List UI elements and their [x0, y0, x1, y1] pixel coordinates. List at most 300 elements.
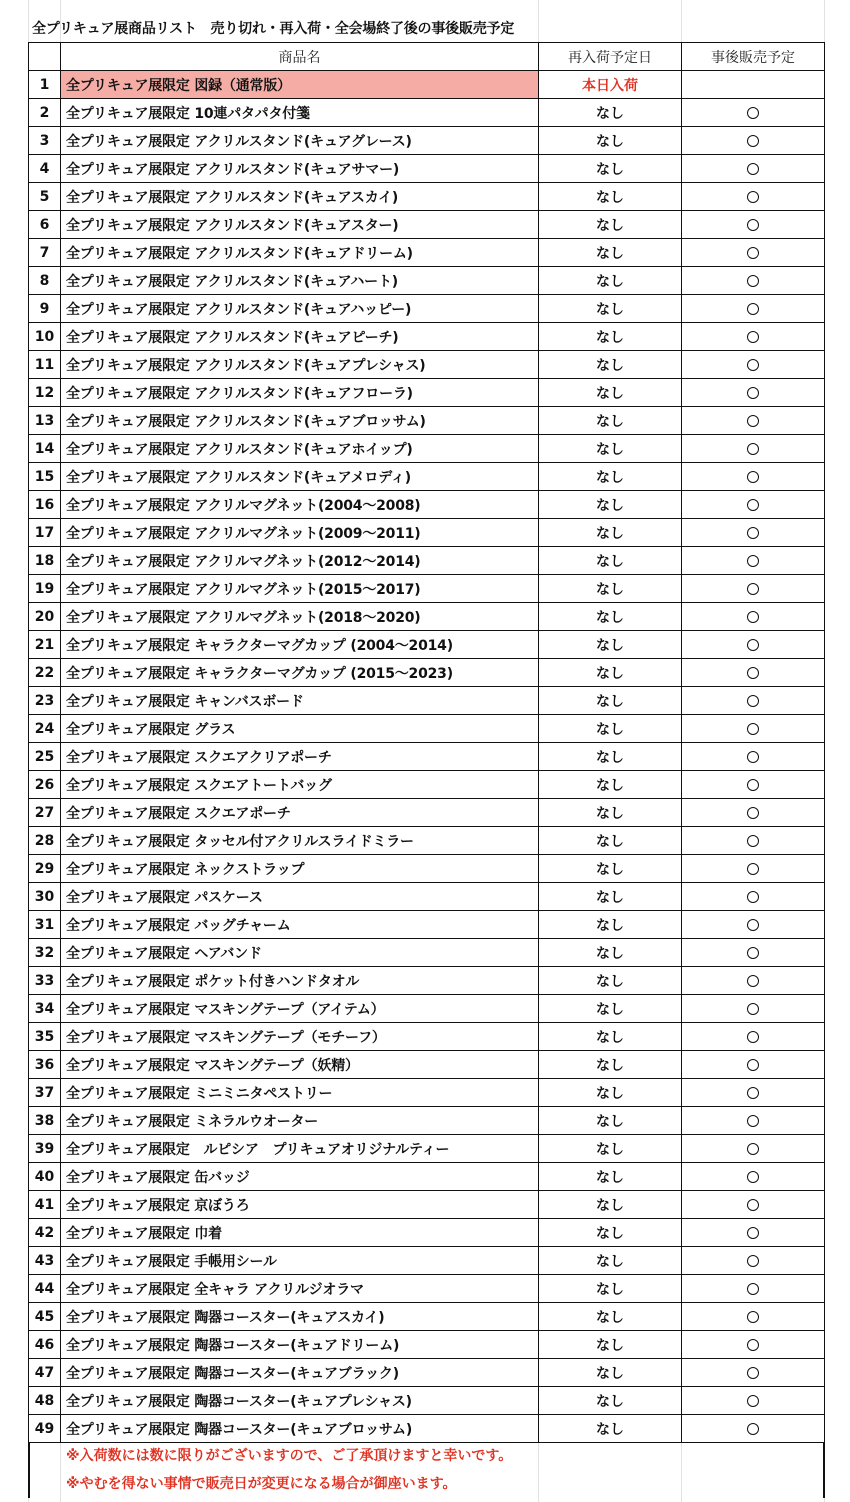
restock-date-cell[interactable]: なし [539, 911, 682, 939]
restock-date-cell[interactable]: なし [539, 575, 682, 603]
circle-mark-icon [747, 555, 759, 567]
product-name-cell[interactable]: 全プリキュア展限定 アクリルマグネット(2004〜2008) [61, 491, 539, 519]
post-sale-cell[interactable] [682, 491, 825, 519]
table-row [29, 239, 825, 267]
row-number[interactable]: 3 [29, 127, 61, 155]
post-sale-cell[interactable] [682, 715, 825, 743]
row-number[interactable]: 26 [29, 771, 61, 799]
restock-date-cell[interactable]: なし [539, 1191, 682, 1219]
circle-mark-icon [747, 331, 759, 343]
post-sale-cell[interactable] [682, 239, 825, 267]
restock-date-cell[interactable]: なし [539, 267, 682, 295]
table-row [29, 1023, 825, 1051]
footnote: ※やむを得ない事情で販売日が変更になる場合が御座います。 [66, 1476, 457, 1492]
product-name-cell[interactable]: 全プリキュア展限定 アクリルスタンド(キュアメロディ) [61, 463, 539, 491]
table-row [29, 71, 825, 99]
post-sale-cell[interactable] [682, 1163, 825, 1191]
post-sale-cell[interactable] [682, 1359, 825, 1387]
post-sale-cell[interactable] [682, 827, 825, 855]
restock-date-cell[interactable]: なし [539, 827, 682, 855]
product-name-cell[interactable]: 全プリキュア展限定 バッグチャーム [61, 911, 539, 939]
product-name-cell[interactable]: 全プリキュア展限定 ミニミニタペストリー [61, 1079, 539, 1107]
circle-mark-icon [747, 1059, 759, 1071]
product-name-cell[interactable]: 全プリキュア展限定 アクリルスタンド(キュアハッピー) [61, 295, 539, 323]
post-sale-cell[interactable] [682, 967, 825, 995]
circle-mark-icon [747, 163, 759, 175]
product-name-cell[interactable]: 全プリキュア展限定 陶器コースター(キュアブロッサム) [61, 1415, 539, 1443]
circle-mark-icon [747, 863, 759, 875]
table-row [29, 743, 825, 771]
row-number[interactable]: 22 [29, 659, 61, 687]
product-table [28, 42, 825, 1443]
circle-mark-icon [747, 1339, 759, 1351]
table-row [29, 1219, 825, 1247]
product-name-cell[interactable]: 全プリキュア展限定 ルピシア プリキュアオリジナルティー [61, 1135, 539, 1163]
row-number[interactable]: 12 [29, 379, 61, 407]
post-sale-cell[interactable] [682, 687, 825, 715]
restock-date-cell[interactable]: なし [539, 1331, 682, 1359]
restock-date-cell[interactable]: なし [539, 939, 682, 967]
product-name-cell[interactable]: 全プリキュア展限定 陶器コースター(キュアスカイ) [61, 1303, 539, 1331]
product-name-cell[interactable]: 全プリキュア展限定 キャラクターマグカップ (2015〜2023) [61, 659, 539, 687]
row-number[interactable]: 9 [29, 295, 61, 323]
row-number[interactable]: 31 [29, 911, 61, 939]
post-sale-cell[interactable] [682, 1135, 825, 1163]
restock-date-cell[interactable]: なし [539, 603, 682, 631]
row-number[interactable]: 17 [29, 519, 61, 547]
circle-mark-icon [747, 1283, 759, 1295]
row-number[interactable]: 38 [29, 1107, 61, 1135]
product-name-cell[interactable]: 全プリキュア展限定 アクリルスタンド(キュアサマー) [61, 155, 539, 183]
circle-mark-icon [747, 443, 759, 455]
table-row [29, 1079, 825, 1107]
table-row [29, 1415, 825, 1443]
circle-mark-icon [747, 1311, 759, 1323]
post-sale-cell[interactable] [682, 771, 825, 799]
restock-date-cell[interactable]: なし [539, 1163, 682, 1191]
row-number[interactable]: 35 [29, 1023, 61, 1051]
product-name-cell[interactable]: 全プリキュア展限定 グラス [61, 715, 539, 743]
circle-mark-icon [747, 1227, 759, 1239]
circle-mark-icon [747, 639, 759, 651]
post-sale-cell[interactable] [682, 1219, 825, 1247]
post-sale-cell[interactable] [682, 295, 825, 323]
circle-mark-icon [747, 1087, 759, 1099]
product-name-cell[interactable]: 全プリキュア展限定 ネックストラップ [61, 855, 539, 883]
row-number[interactable]: 39 [29, 1135, 61, 1163]
post-sale-cell[interactable] [682, 407, 825, 435]
restock-date-cell[interactable]: なし [539, 855, 682, 883]
header-restock-date[interactable]: 再入荷予定日 [539, 43, 682, 71]
post-sale-cell[interactable] [682, 995, 825, 1023]
table-row [29, 1247, 825, 1275]
post-sale-cell[interactable] [682, 1331, 825, 1359]
product-name-cell[interactable]: 全プリキュア展限定 アクリルマグネット(2015〜2017) [61, 575, 539, 603]
row-number[interactable]: 32 [29, 939, 61, 967]
restock-date-cell[interactable]: なし [539, 155, 682, 183]
product-name-cell[interactable]: 全プリキュア展限定 巾着 [61, 1219, 539, 1247]
table-row [29, 883, 825, 911]
circle-mark-icon [747, 667, 759, 679]
row-number[interactable]: 24 [29, 715, 61, 743]
row-number[interactable]: 4 [29, 155, 61, 183]
circle-mark-icon [747, 527, 759, 539]
table-row [29, 1359, 825, 1387]
row-number[interactable]: 43 [29, 1247, 61, 1275]
circle-mark-icon [747, 387, 759, 399]
post-sale-cell[interactable] [682, 855, 825, 883]
table-row [29, 1387, 825, 1415]
post-sale-cell[interactable] [682, 1275, 825, 1303]
table-row [29, 1331, 825, 1359]
circle-mark-icon [747, 1255, 759, 1267]
product-name-cell[interactable]: 全プリキュア展限定 アクリルスタンド(キュアフローラ) [61, 379, 539, 407]
table-row [29, 295, 825, 323]
circle-mark-icon [747, 1199, 759, 1211]
product-name-cell[interactable]: 全プリキュア展限定 スクエアクリアポーチ [61, 743, 539, 771]
row-number[interactable]: 11 [29, 351, 61, 379]
product-name-cell[interactable]: 全プリキュア展限定 スクエアトートバッグ [61, 771, 539, 799]
product-name-cell[interactable]: 全プリキュア展限定 マスキングテープ（モチーフ） [61, 1023, 539, 1051]
product-name-cell[interactable]: 全プリキュア展限定 アクリルスタンド(キュアドリーム) [61, 239, 539, 267]
row-number[interactable]: 29 [29, 855, 61, 883]
row-number[interactable]: 36 [29, 1051, 61, 1079]
post-sale-cell[interactable] [682, 379, 825, 407]
product-name-cell[interactable]: 全プリキュア展限定 アクリルマグネット(2012〜2014) [61, 547, 539, 575]
product-name-cell[interactable]: 全プリキュア展限定 図録（通常版） [61, 71, 539, 99]
circle-mark-icon [747, 751, 759, 763]
row-number[interactable]: 7 [29, 239, 61, 267]
table-row [29, 659, 825, 687]
table-row [29, 463, 825, 491]
post-sale-cell[interactable] [682, 911, 825, 939]
restock-date-cell[interactable]: 本日入荷 [539, 71, 682, 99]
row-number[interactable]: 28 [29, 827, 61, 855]
row-number[interactable]: 16 [29, 491, 61, 519]
post-sale-cell[interactable] [682, 435, 825, 463]
restock-date-cell[interactable]: なし [539, 1415, 682, 1443]
circle-mark-icon [747, 807, 759, 819]
table-row [29, 267, 825, 295]
restock-date-cell[interactable]: なし [539, 239, 682, 267]
circle-mark-icon [747, 135, 759, 147]
product-name-cell[interactable]: 全プリキュア展限定 アクリルスタンド(キュアスター) [61, 211, 539, 239]
circle-mark-icon [747, 107, 759, 119]
circle-mark-icon [747, 1003, 759, 1015]
post-sale-cell[interactable] [682, 631, 825, 659]
row-number[interactable]: 45 [29, 1303, 61, 1331]
table-row [29, 1303, 825, 1331]
product-name-cell[interactable]: 全プリキュア展限定 アクリルスタンド(キュアハート) [61, 267, 539, 295]
post-sale-cell[interactable] [682, 1051, 825, 1079]
row-number[interactable]: 13 [29, 407, 61, 435]
row-number[interactable]: 41 [29, 1191, 61, 1219]
restock-date-cell[interactable]: なし [539, 463, 682, 491]
product-name-cell[interactable]: 全プリキュア展限定 陶器コースター(キュアプレシャス) [61, 1387, 539, 1415]
product-name-cell[interactable]: 全プリキュア展限定 ミネラルウオーター [61, 1107, 539, 1135]
product-name-cell[interactable]: 全プリキュア展限定 キャラクターマグカップ (2004〜2014) [61, 631, 539, 659]
table-row [29, 631, 825, 659]
row-number[interactable]: 42 [29, 1219, 61, 1247]
product-name-cell[interactable]: 全プリキュア展限定 全キャラ アクリルジオラマ [61, 1275, 539, 1303]
table-row [29, 911, 825, 939]
post-sale-cell[interactable] [682, 1303, 825, 1331]
restock-date-cell[interactable]: なし [539, 491, 682, 519]
row-number[interactable]: 6 [29, 211, 61, 239]
product-name-cell[interactable]: 全プリキュア展限定 アクリルスタンド(キュアプレシャス) [61, 351, 539, 379]
post-sale-cell[interactable] [682, 547, 825, 575]
product-name-cell[interactable]: 全プリキュア展限定 マスキングテープ（妖精） [61, 1051, 539, 1079]
restock-date-cell[interactable]: なし [539, 1051, 682, 1079]
product-name-cell[interactable]: 全プリキュア展限定 京ぼうろ [61, 1191, 539, 1219]
table-header-row [29, 43, 825, 71]
circle-mark-icon [747, 583, 759, 595]
product-name-cell[interactable]: 全プリキュア展限定 マスキングテープ（アイテム） [61, 995, 539, 1023]
product-name-cell[interactable]: 全プリキュア展限定 缶バッジ [61, 1163, 539, 1191]
table-row [29, 99, 825, 127]
post-sale-cell[interactable] [682, 743, 825, 771]
circle-mark-icon [747, 891, 759, 903]
circle-mark-icon [747, 947, 759, 959]
circle-mark-icon [747, 1115, 759, 1127]
post-sale-cell[interactable] [682, 1191, 825, 1219]
restock-date-cell[interactable]: なし [539, 379, 682, 407]
circle-mark-icon [747, 219, 759, 231]
table-row [29, 799, 825, 827]
table-row [29, 939, 825, 967]
sheet-title: 全プリキュア展商品リスト 売り切れ・再入荷・全会場終了後の事後販売予定 [32, 21, 515, 37]
table-row [29, 491, 825, 519]
post-sale-cell[interactable] [682, 183, 825, 211]
table-row [29, 967, 825, 995]
post-sale-cell[interactable] [682, 1079, 825, 1107]
product-name-cell[interactable]: 全プリキュア展限定 アクリルスタンド(キュアスカイ) [61, 183, 539, 211]
circle-mark-icon [747, 1171, 759, 1183]
restock-date-cell[interactable]: なし [539, 435, 682, 463]
circle-mark-icon [747, 723, 759, 735]
restock-date-cell[interactable]: なし [539, 1359, 682, 1387]
restock-date-cell[interactable]: なし [539, 715, 682, 743]
product-name-cell[interactable]: 全プリキュア展限定 手帳用シール [61, 1247, 539, 1275]
row-number[interactable]: 5 [29, 183, 61, 211]
table-row [29, 379, 825, 407]
table-row [29, 603, 825, 631]
table-row [29, 155, 825, 183]
post-sale-cell[interactable] [682, 1107, 825, 1135]
restock-date-cell[interactable]: なし [539, 771, 682, 799]
restock-date-cell[interactable]: なし [539, 967, 682, 995]
row-number[interactable]: 2 [29, 99, 61, 127]
circle-mark-icon [747, 919, 759, 931]
post-sale-cell[interactable] [682, 1247, 825, 1275]
circle-mark-icon [747, 779, 759, 791]
circle-mark-icon [747, 1143, 759, 1155]
table-row [29, 827, 825, 855]
restock-date-cell[interactable]: なし [539, 407, 682, 435]
post-sale-cell[interactable] [682, 351, 825, 379]
circle-mark-icon [747, 695, 759, 707]
restock-date-cell[interactable]: なし [539, 211, 682, 239]
table-row [29, 687, 825, 715]
row-number[interactable]: 34 [29, 995, 61, 1023]
table-row [29, 519, 825, 547]
post-sale-cell[interactable] [682, 99, 825, 127]
table-row [29, 351, 825, 379]
row-number[interactable]: 27 [29, 799, 61, 827]
product-name-cell[interactable]: 全プリキュア展限定 アクリルスタンド(キュアホイップ) [61, 435, 539, 463]
product-name-cell[interactable]: 全プリキュア展限定 陶器コースター(キュアドリーム) [61, 1331, 539, 1359]
post-sale-cell[interactable] [682, 71, 825, 99]
restock-date-cell[interactable]: なし [539, 323, 682, 351]
product-name-cell[interactable]: 全プリキュア展限定 ヘアバンド [61, 939, 539, 967]
row-number[interactable]: 23 [29, 687, 61, 715]
row-number[interactable]: 21 [29, 631, 61, 659]
restock-date-cell[interactable]: なし [539, 295, 682, 323]
row-number[interactable]: 44 [29, 1275, 61, 1303]
circle-mark-icon [747, 303, 759, 315]
restock-date-cell[interactable]: なし [539, 799, 682, 827]
restock-date-cell[interactable]: なし [539, 743, 682, 771]
restock-date-cell[interactable]: なし [539, 631, 682, 659]
circle-mark-icon [747, 191, 759, 203]
circle-mark-icon [747, 1423, 759, 1435]
circle-mark-icon [747, 359, 759, 371]
restock-date-cell[interactable]: なし [539, 1387, 682, 1415]
restock-date-cell[interactable]: なし [539, 127, 682, 155]
row-number[interactable]: 48 [29, 1387, 61, 1415]
product-name-cell[interactable]: 全プリキュア展限定 アクリルマグネット(2018〜2020) [61, 603, 539, 631]
product-name-cell[interactable]: 全プリキュア展限定 タッセル付アクリルスライドミラー [61, 827, 539, 855]
row-number[interactable]: 10 [29, 323, 61, 351]
product-name-cell[interactable]: 全プリキュア展限定 パスケース [61, 883, 539, 911]
table-row [29, 211, 825, 239]
post-sale-cell[interactable] [682, 883, 825, 911]
post-sale-cell[interactable] [682, 463, 825, 491]
circle-mark-icon [747, 1395, 759, 1407]
row-number[interactable]: 15 [29, 463, 61, 491]
table-row [29, 547, 825, 575]
circle-mark-icon [747, 611, 759, 623]
row-number[interactable]: 14 [29, 435, 61, 463]
table-row [29, 1107, 825, 1135]
row-number[interactable]: 49 [29, 1415, 61, 1443]
footnote: ※入荷数には数に限りがございますので、ご了承頂けますと幸いです。 [66, 1448, 513, 1464]
table-row [29, 771, 825, 799]
circle-mark-icon [747, 835, 759, 847]
row-number[interactable]: 19 [29, 575, 61, 603]
row-number[interactable]: 40 [29, 1163, 61, 1191]
post-sale-cell[interactable] [682, 659, 825, 687]
post-sale-cell[interactable] [682, 575, 825, 603]
table-row [29, 1051, 825, 1079]
post-sale-cell[interactable] [682, 939, 825, 967]
table-row [29, 183, 825, 211]
header-post-sale[interactable]: 事後販売予定 [682, 43, 825, 71]
product-name-cell[interactable]: 全プリキュア展限定 アクリルマグネット(2009〜2011) [61, 519, 539, 547]
restock-date-cell[interactable]: なし [539, 1135, 682, 1163]
table-row [29, 1191, 825, 1219]
restock-date-cell[interactable]: なし [539, 1079, 682, 1107]
restock-date-cell[interactable]: なし [539, 687, 682, 715]
product-name-cell[interactable]: 全プリキュア展限定 キャンバスボード [61, 687, 539, 715]
restock-date-cell[interactable]: なし [539, 519, 682, 547]
restock-date-cell[interactable]: なし [539, 1303, 682, 1331]
post-sale-cell[interactable] [682, 211, 825, 239]
row-number[interactable]: 1 [29, 71, 61, 99]
restock-date-cell[interactable]: なし [539, 1107, 682, 1135]
post-sale-cell[interactable] [682, 323, 825, 351]
circle-mark-icon [747, 415, 759, 427]
header-num[interactable] [29, 43, 61, 71]
table-row [29, 323, 825, 351]
restock-date-cell[interactable]: なし [539, 1275, 682, 1303]
post-sale-cell[interactable] [682, 1023, 825, 1051]
table-row [29, 407, 825, 435]
restock-date-cell[interactable]: なし [539, 1219, 682, 1247]
notes-border-left [28, 1442, 30, 1498]
post-sale-cell[interactable] [682, 1415, 825, 1443]
restock-date-cell[interactable]: なし [539, 183, 682, 211]
post-sale-cell[interactable] [682, 1387, 825, 1415]
header-product-name[interactable]: 商品名 [61, 43, 539, 71]
restock-date-cell[interactable]: なし [539, 351, 682, 379]
product-name-cell[interactable]: 全プリキュア展限定 アクリルスタンド(キュアブロッサム) [61, 407, 539, 435]
row-number[interactable]: 33 [29, 967, 61, 995]
table-row [29, 575, 825, 603]
restock-date-cell[interactable]: なし [539, 659, 682, 687]
post-sale-cell[interactable] [682, 603, 825, 631]
table-row [29, 995, 825, 1023]
notes-border-right [823, 1442, 825, 1498]
product-name-cell[interactable]: 全プリキュア展限定 陶器コースター(キュアブラック) [61, 1359, 539, 1387]
restock-date-cell[interactable]: なし [539, 547, 682, 575]
row-number[interactable]: 47 [29, 1359, 61, 1387]
circle-mark-icon [747, 1031, 759, 1043]
product-name-cell[interactable]: 全プリキュア展限定 スクエアポーチ [61, 799, 539, 827]
circle-mark-icon [747, 247, 759, 259]
restock-date-cell[interactable]: なし [539, 1247, 682, 1275]
row-number[interactable]: 30 [29, 883, 61, 911]
restock-date-cell[interactable]: なし [539, 883, 682, 911]
restock-date-cell[interactable]: なし [539, 995, 682, 1023]
table-row [29, 1163, 825, 1191]
table-row [29, 1275, 825, 1303]
product-name-cell[interactable]: 全プリキュア展限定 アクリルスタンド(キュアピーチ) [61, 323, 539, 351]
product-name-cell[interactable]: 全プリキュア展限定 ポケット付きハンドタオル [61, 967, 539, 995]
post-sale-cell[interactable] [682, 155, 825, 183]
restock-date-cell[interactable]: なし [539, 1023, 682, 1051]
post-sale-cell[interactable] [682, 267, 825, 295]
circle-mark-icon [747, 275, 759, 287]
post-sale-cell[interactable] [682, 127, 825, 155]
row-number[interactable]: 37 [29, 1079, 61, 1107]
row-number[interactable]: 18 [29, 547, 61, 575]
circle-mark-icon [747, 471, 759, 483]
row-number[interactable]: 46 [29, 1331, 61, 1359]
table-row [29, 715, 825, 743]
restock-date-cell[interactable]: なし [539, 99, 682, 127]
table-row [29, 855, 825, 883]
post-sale-cell[interactable] [682, 519, 825, 547]
product-name-cell[interactable]: 全プリキュア展限定 アクリルスタンド(キュアグレース) [61, 127, 539, 155]
table-row [29, 435, 825, 463]
table-row [29, 127, 825, 155]
post-sale-cell[interactable] [682, 799, 825, 827]
row-number[interactable]: 25 [29, 743, 61, 771]
product-name-cell[interactable]: 全プリキュア展限定 10連パタパタ付箋 [61, 99, 539, 127]
row-number[interactable]: 20 [29, 603, 61, 631]
row-number[interactable]: 8 [29, 267, 61, 295]
